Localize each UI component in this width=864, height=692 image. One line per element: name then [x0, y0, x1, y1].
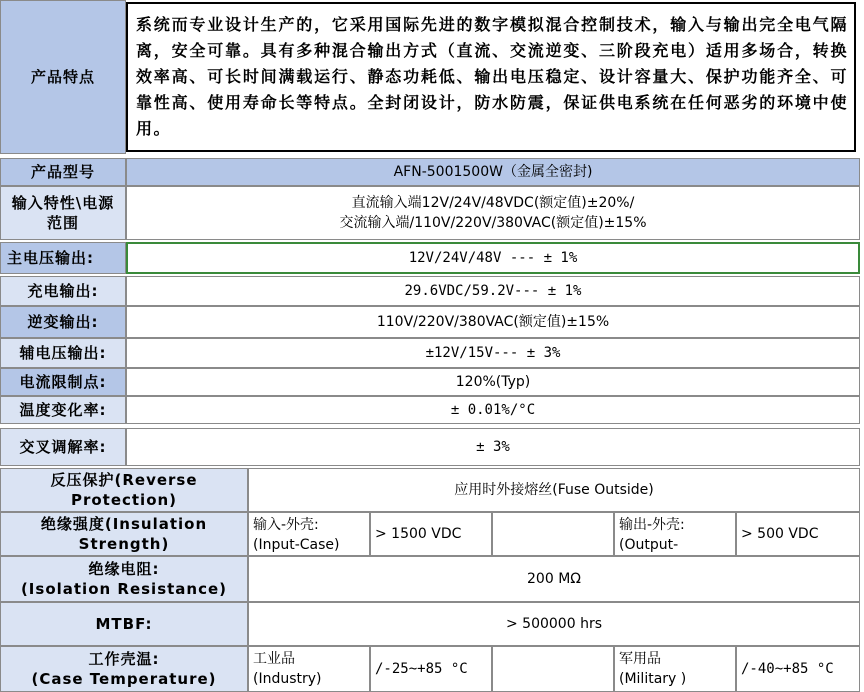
model-label-text: 产品型号	[30, 163, 95, 181]
main-voltage-value: 12V/24V/48V --- ± 1%	[408, 250, 578, 266]
temp-coef-value-cell	[126, 396, 860, 424]
inverter-label	[0, 306, 126, 338]
main-voltage-label	[0, 242, 126, 274]
insulation-input-value: > 1500 VDC	[375, 526, 462, 542]
model-value-text: AFN-5001500W（金属全密封)	[393, 164, 593, 180]
case-temp-label-line2: (Case Temperature)	[31, 670, 217, 688]
insulation-empty-cell	[492, 512, 614, 556]
mtbf-value: > 500000 hrs	[506, 616, 602, 632]
charge-label-text: 充电输出:	[27, 282, 99, 300]
insulation-output-label	[614, 512, 736, 556]
aux-label-text: 辅电压输出:	[19, 344, 107, 362]
input-label	[0, 186, 126, 240]
isolation-label-line2: (Isolation Resistance)	[20, 580, 228, 598]
mtbf-label-text: MTBF:	[95, 615, 153, 633]
protection-value: 应用时外接熔丝(Fuse Outside)	[454, 482, 654, 498]
cross-reg-label	[0, 428, 126, 466]
charge-value: 29.6VDC/59.2V--- ± 1%	[404, 283, 582, 299]
input-value-line2: 交流输入端/110V/220V/380VAC(额定值)±15%	[339, 215, 647, 231]
inverter-value: 110V/220V/380VAC(额定值)±15%	[376, 314, 610, 330]
insulation-output-value-cell	[736, 512, 860, 556]
case-temp-label-line1: 工作壳温:	[88, 650, 160, 668]
charge-label	[0, 276, 126, 306]
input-label-text: 输入特性\电源范围	[11, 194, 115, 232]
temp-coef-label	[0, 396, 126, 424]
main-voltage-value-cell[interactable]	[126, 242, 860, 274]
aux-value: ±12V/15V--- ± 3%	[425, 345, 561, 361]
case-temp-industry-label	[248, 646, 370, 692]
insulation-input-label-line2: (Input-Case)	[253, 537, 340, 553]
case-temp-industry-label-line2: (Industry)	[253, 671, 322, 687]
aux-value-cell	[126, 338, 860, 368]
aux-label	[0, 338, 126, 368]
input-value-line1: 直流输入端12V/24V/48VDC(额定值)±20%/	[351, 195, 635, 211]
insulation-input-label-line1: 输入-外壳:	[253, 517, 319, 533]
current-limit-value-cell	[126, 368, 860, 396]
current-limit-value: 120%(Typ)	[455, 374, 531, 390]
charge-value-cell	[126, 276, 860, 306]
case-temp-industry-value: /-25~+85 °C	[375, 661, 468, 677]
cross-reg-value-cell	[126, 428, 860, 466]
mtbf-value-cell	[248, 602, 860, 646]
inverter-value-cell	[126, 306, 860, 338]
case-temp-military-label-line2: (Military )	[619, 671, 687, 687]
features-label-text: 产品特点	[30, 68, 95, 86]
insulation-label-line1: 绝缘强度(Insulation	[40, 515, 208, 533]
input-value	[126, 186, 860, 240]
isolation-value-cell	[248, 556, 860, 602]
model-label	[0, 158, 126, 186]
isolation-label-line1: 绝缘电阻:	[88, 560, 160, 578]
case-temp-military-value: /-40~+85 °C	[741, 661, 834, 677]
features-label	[0, 0, 126, 154]
protection-label-line1: 反压保护(Reverse	[50, 471, 198, 489]
temp-coef-label-text: 温度变化率:	[19, 401, 107, 419]
isolation-value: 200 MΩ	[527, 571, 581, 587]
inverter-label-text: 逆变输出:	[27, 313, 99, 331]
insulation-output-label-line1: 输出-外壳:	[619, 517, 685, 533]
case-temp-military-label-line1: 军用品	[619, 651, 661, 667]
model-value	[126, 158, 860, 186]
protection-label-line2: Protection)	[70, 491, 178, 509]
case-temp-military-value-cell	[736, 646, 860, 692]
cross-reg-value: ± 3%	[476, 439, 510, 455]
protection-label	[0, 468, 248, 512]
cross-reg-label-text: 交叉调解率:	[19, 438, 107, 456]
case-temp-industry-value-cell	[370, 646, 492, 692]
current-limit-label	[0, 368, 126, 396]
protection-value-cell	[248, 468, 860, 512]
insulation-input-label	[248, 512, 370, 556]
insulation-output-value: > 500 VDC	[741, 526, 819, 542]
current-limit-label-text: 电流限制点:	[19, 373, 107, 391]
main-voltage-label-text: 主电压输出:	[7, 249, 94, 267]
case-temp-industry-label-line1: 工业品	[253, 651, 295, 667]
case-temp-label	[0, 646, 248, 692]
mtbf-label	[0, 602, 248, 646]
insulation-output-label-line2: (Output-	[619, 537, 679, 553]
insulation-label	[0, 512, 248, 556]
insulation-label-line2: Strength)	[78, 535, 170, 553]
insulation-input-value-cell	[370, 512, 492, 556]
features-text: 系统而专业设计生产的，它采用国际先进的数字模拟混合控制技术，输入与输出完全电气隔离，安全可靠。具有多种混合输出方式（直流、交流逆变、三阶段充电）适用多场合，转换效率高、可长时间满载运行、静态功耗低、输出电压稳定、设计容量大、保护功能齐全、可靠性高、使用寿命长等特点。全封闭设计，防水防震，保证供电系统在任何恶劣的环境中使用。	[126, 2, 856, 152]
temp-coef-value: ± 0.01%/°C	[450, 402, 536, 418]
case-temp-military-label	[614, 646, 736, 692]
case-temp-empty-cell	[492, 646, 614, 692]
isolation-label	[0, 556, 248, 602]
